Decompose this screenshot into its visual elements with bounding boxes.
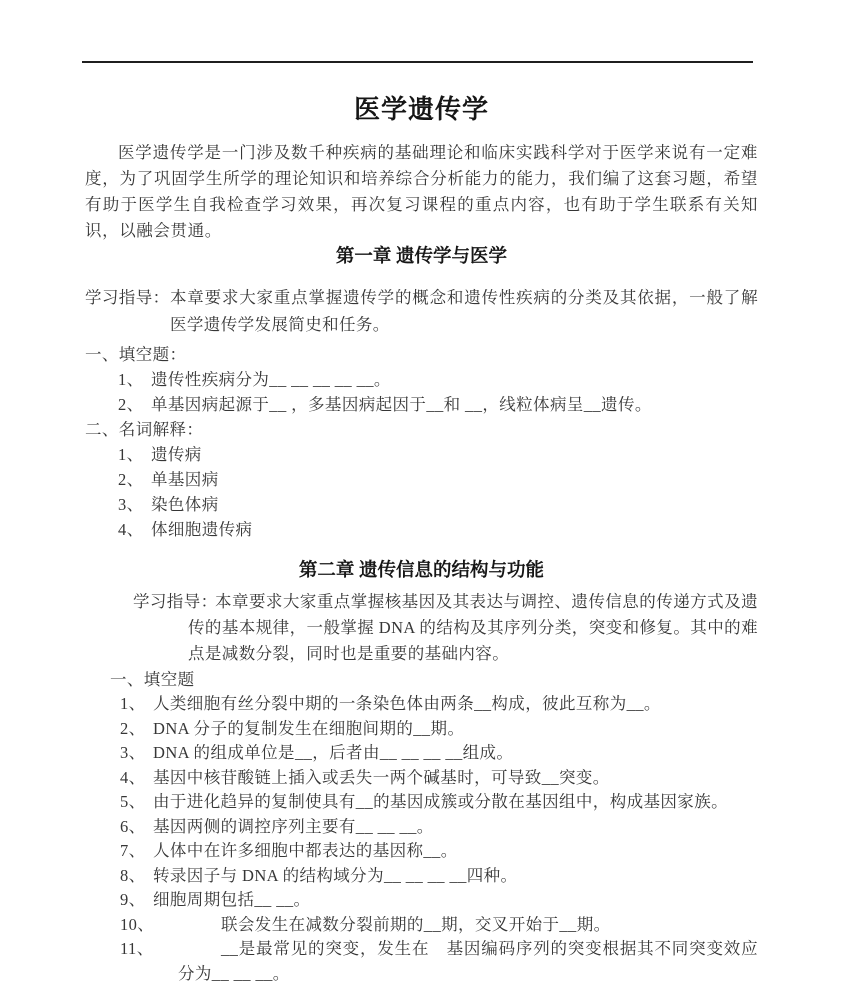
question-text: 转录因子与 DNA 的结构域分为__ __ __ __四种。 xyxy=(153,865,518,885)
question-item xyxy=(120,741,758,766)
question-item xyxy=(120,864,758,889)
question-item xyxy=(118,367,758,392)
question-item xyxy=(120,717,758,742)
question-text: 人类细胞有丝分裂中期的一条染色体由两条__构成，彼此互称为__。 xyxy=(153,694,661,713)
question-number: 5、 xyxy=(120,792,146,811)
chapter1-fill-list xyxy=(118,367,758,417)
study-guide-label: 学习指导： xyxy=(85,288,170,307)
question-number: 1、 xyxy=(118,370,144,389)
question-text: 人体中在许多细胞中都表达的基因称__。 xyxy=(153,841,458,860)
term-item xyxy=(118,517,758,542)
question-text: 单基因病起源于__ ，多基因病起因于__和 __，线粒体病呈__遗传。 xyxy=(151,395,652,414)
question-text: 由于进化趋异的复制使具有__的基因成簇或分散在基因组中，构成基因家族。 xyxy=(153,792,728,811)
question-number: 6、 xyxy=(120,816,146,836)
chapter1-study-guide xyxy=(85,284,758,338)
term-text: 体细胞遗传病 xyxy=(151,520,253,539)
question-item xyxy=(120,913,758,938)
question-number: 8、 xyxy=(120,865,146,885)
chapter2-study-guide xyxy=(106,589,758,667)
term-number: 3、 xyxy=(118,495,144,514)
question-number: 9、 xyxy=(120,890,146,909)
term-number: 4、 xyxy=(118,520,144,539)
question-text: 基因两侧的调控序列主要有__ __ __。 xyxy=(153,816,434,836)
question-item xyxy=(120,888,758,913)
question-item xyxy=(118,392,758,417)
question-text: 遗传性疾病分为__ __ __ __ __。 xyxy=(151,370,391,389)
header-rule xyxy=(82,61,753,63)
question-number: 11、 xyxy=(120,939,154,958)
question-number: 10、 xyxy=(120,914,155,934)
chapter1-heading: 第一章 遗传学与医学 xyxy=(335,247,508,267)
document-content xyxy=(85,140,758,986)
chapter2-heading: 第二章 遗传信息的结构与功能 xyxy=(298,561,545,581)
question-item xyxy=(120,790,758,815)
question-number: 2、 xyxy=(118,395,144,414)
question-number: 2、 xyxy=(120,718,146,738)
question-text: __是最常见的突变，发生在 基因编码序列的突变根据其不同突变效应分为__ __ __。 xyxy=(178,939,758,983)
study-guide-text: 本章要求大家重点掌握核基因及其表达与调控、遗传信息的传递方式及遗传的基本规律，一般掌握 DNA 的结构及其序列分类，突变和修复。其中的难点是减数分裂，同时也是重要的基础内容。 xyxy=(188,592,758,663)
term-number: 1、 xyxy=(118,445,144,464)
document-title: 医学遗传学 xyxy=(353,95,489,124)
question-item xyxy=(120,692,758,717)
intro-paragraph: 医学遗传学是一门涉及数千种疾病的基础理论和临床实践科学对于医学来说有一定难度，为了巩固学生所学的理论知识和培养综合分析能力的能力，我们编了这套习题，希望有助于医学生自我检查学习效果，再次复习课程的重点内容，也有助于学生联系有关知识，以融会贯通。 xyxy=(85,143,758,240)
question-item xyxy=(120,766,758,791)
question-text: 联会发生在减数分裂前期的__期，交叉开始于__期。 xyxy=(221,914,611,934)
question-number: 4、 xyxy=(120,767,146,787)
chapter1-terms-list xyxy=(118,442,758,542)
question-number: 1、 xyxy=(120,694,146,713)
question-text: DNA 的组成单位是__，后者由__ __ __ __组成。 xyxy=(153,743,514,762)
term-item xyxy=(118,442,758,467)
chapter1-terms-section-heading: 二、名词解释： xyxy=(85,420,204,439)
question-number: 3、 xyxy=(120,743,146,762)
study-guide-label: 学习指导： xyxy=(133,592,218,611)
term-item xyxy=(118,492,758,517)
term-text: 染色体病 xyxy=(151,495,219,514)
chapter2-fill-list xyxy=(120,692,758,986)
question-item xyxy=(120,815,758,840)
question-number: 7、 xyxy=(120,841,146,860)
question-item xyxy=(120,839,758,864)
chapter2-fill-section-heading: 一、填空题 xyxy=(110,670,195,689)
chapter1-fill-section-heading: 一、填空题： xyxy=(85,345,187,364)
question-text: 细胞周期包括__ __。 xyxy=(153,890,311,909)
study-guide-text: 本章要求大家重点掌握遗传学的概念和遗传性疾病的分类及其依据，一般了解医学遗传学发展简史和任务。 xyxy=(170,288,758,334)
term-text: 遗传病 xyxy=(151,445,202,464)
question-text: DNA 分子的复制发生在细胞间期的__期。 xyxy=(153,718,465,738)
term-text: 单基因病 xyxy=(151,470,219,489)
question-text: 基因中核苷酸链上插入或丢失一两个碱基时，可导致__突变。 xyxy=(153,767,610,787)
term-item xyxy=(118,467,758,492)
term-number: 2、 xyxy=(118,470,144,489)
question-item xyxy=(120,937,758,986)
